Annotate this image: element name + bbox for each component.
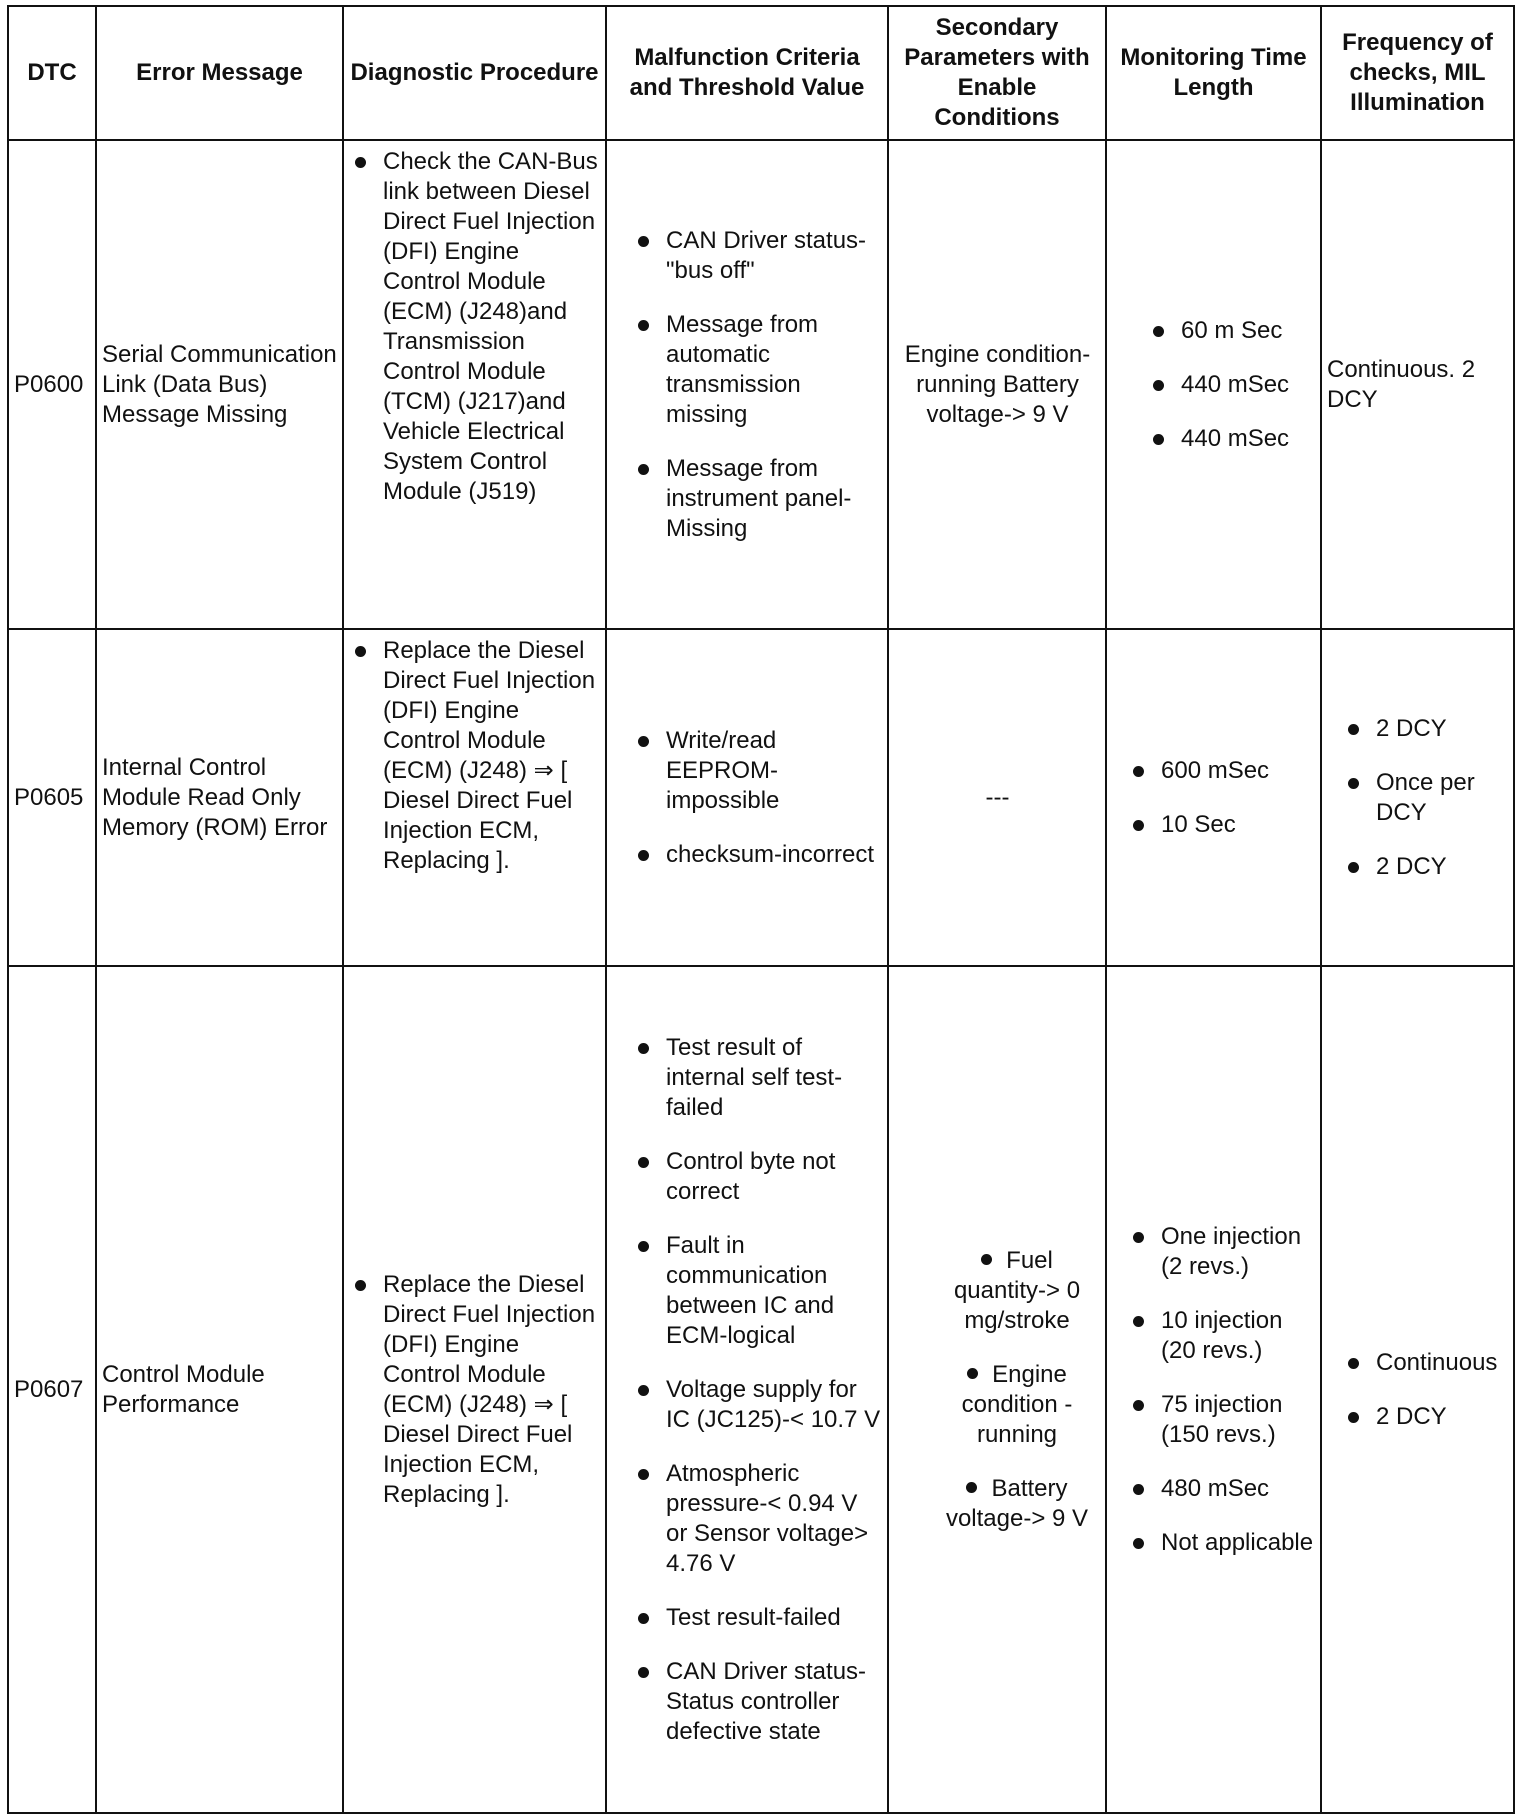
list-item: 2 DCY — [1342, 1402, 1509, 1432]
list-item: 2 DCY — [1342, 714, 1509, 744]
header-diagnostic-procedure: Diagnostic Procedure — [343, 6, 606, 140]
header-dtc: DTC — [8, 6, 96, 140]
list-item: Engine condition -running — [939, 1360, 1095, 1450]
list-item: 480 mSec — [1127, 1474, 1316, 1504]
secondary-parameters — [888, 966, 1106, 1813]
list-item: Replace the Diesel Direct Fuel Injection (DFI) Engine Control Module (ECM) (J248) ⇒ [ Diesel Direct Fuel Injection ECM, Replacing ]. — [349, 1270, 601, 1510]
list-item: 600 mSec — [1127, 756, 1316, 786]
list-item: CAN Driver status-Status controller defective state — [632, 1657, 883, 1747]
list-item: 60 m Sec — [1147, 316, 1316, 346]
dtc-code: P0605 — [8, 629, 96, 966]
header-frequency: Frequency of checks, MIL Illumination — [1321, 6, 1514, 140]
frequency — [1321, 629, 1514, 966]
malfunction-criteria — [606, 629, 888, 966]
list-item: Continuous — [1342, 1348, 1509, 1378]
diagnostic-procedure — [343, 140, 606, 629]
list-item: Check the CAN-Bus link between Diesel Direct Fuel Injection (DFI) Engine Control Module (ECM) (J248)and Transmission Control Module (TCM) (J217)and Vehicle Electrical System Control Module (J519) — [349, 147, 601, 507]
list-item: 75 injection (150 revs.) — [1127, 1390, 1316, 1450]
list-item: Voltage supply for IC (JC125)-< 10.7 V — [632, 1375, 883, 1435]
list-item: One injection (2 revs.) — [1127, 1222, 1316, 1282]
diagnostic-procedure — [343, 629, 606, 966]
list-item: Message from automatic transmission missing — [632, 310, 883, 430]
header-error-message: Error Message — [96, 6, 343, 140]
list-item: Test result of internal self test-failed — [632, 1033, 883, 1123]
list-item: Fuel quantity-> 0 mg/stroke — [939, 1246, 1095, 1336]
dtc-code: P0600 — [8, 140, 96, 629]
error-message: Control Module Performance — [96, 966, 343, 1813]
frequency: Continuous. 2 DCY — [1321, 140, 1514, 629]
list-item: Not applicable — [1127, 1528, 1316, 1558]
malfunction-criteria — [606, 966, 888, 1813]
dtc-table — [7, 5, 1515, 1814]
dtc-code: P0607 — [8, 966, 96, 1813]
list-item: CAN Driver status-"bus off" — [632, 226, 883, 286]
list-item: 440 mSec — [1147, 370, 1316, 400]
header-secondary-parameters: Secondary Parameters with Enable Conditions — [888, 6, 1106, 140]
secondary-parameters: --- — [888, 629, 1106, 966]
list-item: Atmospheric pressure-< 0.94 V or Sensor voltage> 4.76 V — [632, 1459, 883, 1579]
monitoring-time — [1106, 140, 1321, 629]
header-row — [8, 6, 1514, 140]
list-item: Message from instrument panel-Missing — [632, 454, 883, 544]
table-row — [8, 966, 1514, 1813]
list-item: Control byte not correct — [632, 1147, 883, 1207]
malfunction-criteria — [606, 140, 888, 629]
list-item: 440 mSec — [1147, 424, 1316, 454]
list-item: Replace the Diesel Direct Fuel Injection (DFI) Engine Control Module (ECM) (J248) ⇒ [ Diesel Direct Fuel Injection ECM, Replacing ]. — [349, 636, 601, 876]
list-item: Write/read EEPROM-impossible — [632, 726, 883, 816]
list-item: Test result-failed — [632, 1603, 883, 1633]
list-item: Once per DCY — [1342, 768, 1509, 828]
frequency — [1321, 966, 1514, 1813]
list-item: 10 injection (20 revs.) — [1127, 1306, 1316, 1366]
secondary-parameters: Engine condition-running Battery voltage-> 9 V — [888, 140, 1106, 629]
list-item: 2 DCY — [1342, 852, 1509, 882]
monitoring-time — [1106, 629, 1321, 966]
error-message: Serial Communication Link (Data Bus) Message Missing — [96, 140, 343, 629]
header-monitoring-time: Monitoring Time Length — [1106, 6, 1321, 140]
list-item: Fault in communication between IC and ECM-logical — [632, 1231, 883, 1351]
table-row — [8, 140, 1514, 629]
list-item: checksum-incorrect — [632, 840, 883, 870]
error-message: Internal Control Module Read Only Memory (ROM) Error — [96, 629, 343, 966]
header-malfunction-criteria: Malfunction Criteria and Threshold Value — [606, 6, 888, 140]
table-row — [8, 629, 1514, 966]
diagnostic-procedure — [343, 966, 606, 1813]
monitoring-time — [1106, 966, 1321, 1813]
list-item: Battery voltage-> 9 V — [939, 1474, 1095, 1534]
list-item: 10 Sec — [1127, 810, 1316, 840]
